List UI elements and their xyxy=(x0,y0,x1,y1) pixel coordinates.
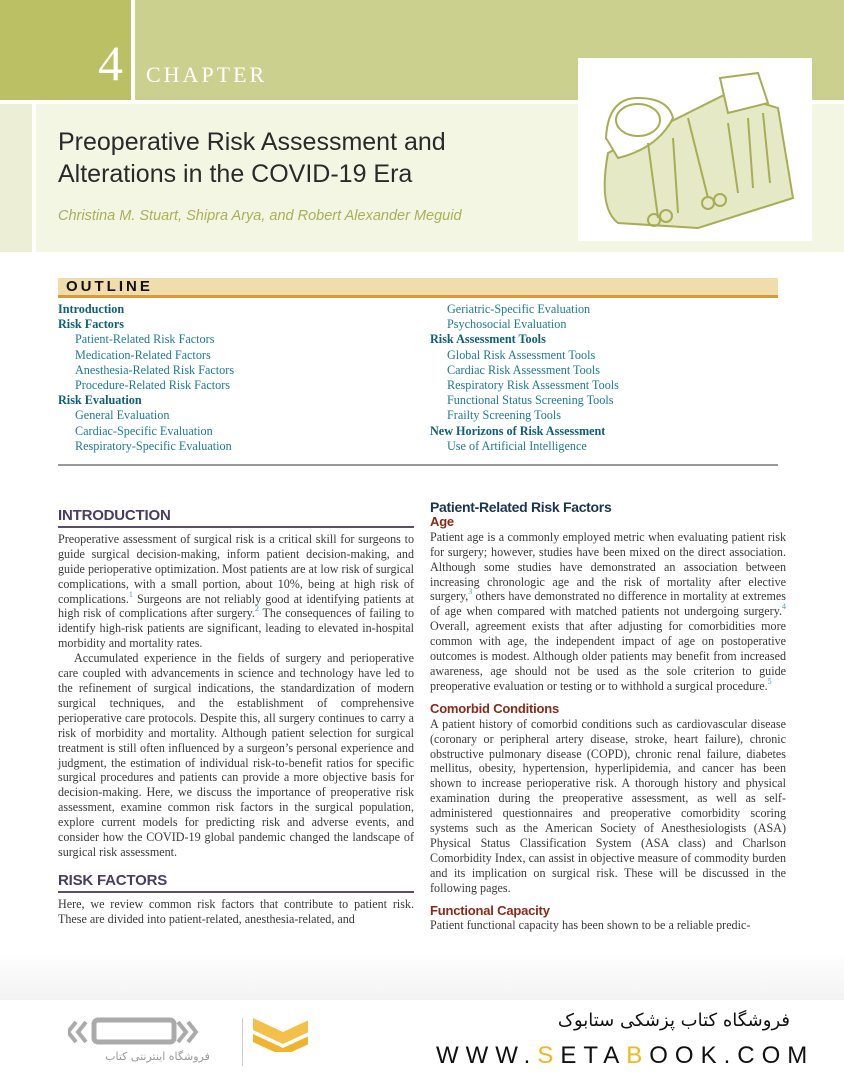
outline-header xyxy=(58,278,778,298)
text: Patient age is a commonly employed metric when evaluating patient risk for surgery; however, studies have been mixed on the direct association. Although some studies have demonstrated an association between increasing chronologic age and the risk of mortality after elective surgery, xyxy=(430,529,786,604)
authors: Christina M. Stuart, Shipra Arya, and Robert Alexander Meguid xyxy=(58,208,462,224)
text: Overall, agreement exists that after adjusting for comorbidities more common with age, the independent impact of age on postoperative outcomes is modest. Although older patients may benefit from increased awareness, age should not be used as the sole criterion to guide preoperative evaluation or testing or to withhold a surgical procedure. xyxy=(430,619,786,693)
outline-divider xyxy=(58,464,778,466)
outline-item[interactable]: Introduction xyxy=(58,302,125,316)
outline-item[interactable]: Risk Assessment Tools xyxy=(430,332,546,347)
functional-paragraph: Patient functional capacity has been shown to be a reliable predic- xyxy=(430,918,751,933)
subsection-heading-patient-related: Patient-Related Risk Factors xyxy=(430,499,612,515)
text: The consequences of failing to identify high-risk patients are significant, leading to elevated in-hospital morbidity and mortality rates. xyxy=(58,606,414,651)
text: others have demonstrated no difference in mortality at extremes of age when compared with matched patients not undergoing surgery. xyxy=(430,589,786,619)
subsection-heading-comorbid: Comorbid Conditions xyxy=(430,700,560,716)
outline-item[interactable]: Anesthesia-Related Risk Factors xyxy=(75,362,235,377)
text: Preoperative assessment of surgical risk is a critical skill for surgeons to guide surgical decision-making, inform patient decision-making, and guide perioperative optimization. Most patients are at low risk of surgical complications, with a small portion, about 10%, being at high risk of complications. xyxy=(58,531,414,606)
url-part: S xyxy=(537,1042,561,1069)
section-heading-introduction: INTRODUCTION xyxy=(58,509,414,528)
watermark-fade xyxy=(0,950,844,1000)
outline-right-column xyxy=(430,302,619,454)
logo-divider xyxy=(242,1018,243,1066)
risk-factors-paragraph: Here, we review common risk factors that contribute to patient risk. These are divided into patient-related, anesthesia-related, and xyxy=(58,896,414,926)
text: Surgeons are not reliably good at identifying patients at high risk of complications after surgery. xyxy=(58,591,414,621)
outline-item[interactable]: Use of Artificial Intelligence xyxy=(447,438,587,453)
outline-item[interactable]: General Evaluation xyxy=(75,408,170,423)
store-name: فروشگاه کتاب پزشکی ستابوک xyxy=(557,1010,790,1031)
outline-item[interactable]: Medication-Related Factors xyxy=(75,347,211,362)
outline-item[interactable]: Frailty Screening Tools xyxy=(447,408,562,423)
subsection-heading-age: Age xyxy=(430,513,454,529)
reference-link[interactable]: 2 xyxy=(254,604,259,614)
header-strip xyxy=(0,104,32,252)
age-paragraph xyxy=(430,530,786,694)
outline-item[interactable]: Cardiac-Specific Evaluation xyxy=(75,423,213,438)
outline-item[interactable]: Psychosocial Evaluation xyxy=(447,317,567,332)
url-part: B xyxy=(626,1042,650,1069)
surgical-tray-illustration xyxy=(578,58,812,241)
outline-item[interactable]: Respiratory Risk Assessment Tools xyxy=(447,378,619,393)
title-line-1: Preoperative Risk Assessment and xyxy=(58,128,446,156)
outline-item[interactable]: Procedure-Related Risk Factors xyxy=(75,378,231,393)
outline-item[interactable]: Geriatric-Specific Evaluation xyxy=(447,302,591,316)
logo-tagline: فروشگاه اینترنتی کتاب xyxy=(105,1050,210,1063)
store-url[interactable] xyxy=(436,1042,814,1070)
outline-item[interactable]: Global Risk Assessment Tools xyxy=(447,347,596,362)
url-part: OOK.COM xyxy=(649,1042,815,1069)
intro-paragraph-1 xyxy=(58,532,414,651)
outline-item[interactable]: New Horizons of Risk Assessment xyxy=(430,423,606,438)
outline-left-column xyxy=(58,302,234,454)
intro-paragraph-2: Accumulated experience in the fields of surgery and perioperative care coupled with advancements in science and technology have led to the refinement of surgical indications, the standardization of modern surgical techniques, and the establishment of comprehensive perioperative care protocols. Despite this, all surgery continues to carry a risk of morbidity and mortality. Although patient selection for surgical treatment is still often influenced by a surgeon’s personal experience and judgment, the estimation of individual risk-to-benefit ratios for specific surgical procedures and patients can provide a more objective basis for decision-making. Here, we discuss the importance of preoperative risk assessment, examine common risk factors in the surgical population, explore current models for predicting risk and adverse events, and consider how the COVID-19 global pandemic changed the landscape of surgical risk assessment. xyxy=(58,651,414,859)
left-column xyxy=(58,509,414,927)
outline-item[interactable]: Respiratory-Specific Evaluation xyxy=(75,438,232,453)
outline-item[interactable]: Patient-Related Risk Factors xyxy=(75,332,215,347)
outline-item[interactable]: Functional Status Screening Tools xyxy=(447,393,614,408)
reference-link[interactable]: 3 xyxy=(468,587,473,597)
url-part: WWW. xyxy=(436,1042,538,1069)
right-column xyxy=(430,500,786,933)
reference-link[interactable]: 4 xyxy=(782,602,786,612)
outline-item[interactable]: Risk Factors xyxy=(58,317,125,332)
outline-item[interactable]: Risk Evaluation xyxy=(58,393,142,408)
section-heading-risk-factors: RISK FACTORS xyxy=(58,874,414,893)
chapter-number: 4 xyxy=(98,35,123,91)
subsection-heading-functional: Functional Capacity xyxy=(430,902,550,918)
reference-link[interactable]: 5 xyxy=(767,676,772,686)
outline-heading: OUTLINE xyxy=(66,278,153,295)
chapter-title xyxy=(58,126,446,190)
reference-link[interactable]: 1 xyxy=(128,589,133,599)
url-part: ETA xyxy=(560,1042,627,1069)
chapter-label: CHAPTER xyxy=(146,62,268,87)
comorbid-paragraph: A patient history of comorbid conditions such as cardiovascular disease (coronary or peripheral artery disease, stroke, heart failure), chronic obstructive pulmonary disease (COPD), chronic renal failure, diabetes mellitus, obesity, hypertension, hyperlipidemia, and cancer has been shown to increase perioperative risk. A thorough history and physical examination during the preoperative assessment, as well as self-administered questionnaires and preoperative comorbidity scoring systems such as the American Society of Anesthesiologists (ASA) Physical Status Classification System (ASA class) and Charlson Comorbidity Index, can assist in objective measure of commodity burden and its implication on surgical risk. These will be discussed in the following pages. xyxy=(430,716,786,895)
outline-item[interactable]: Cardiac Risk Assessment Tools xyxy=(447,362,600,377)
title-line-2: Alterations in the COVID-19 Era xyxy=(58,160,413,188)
